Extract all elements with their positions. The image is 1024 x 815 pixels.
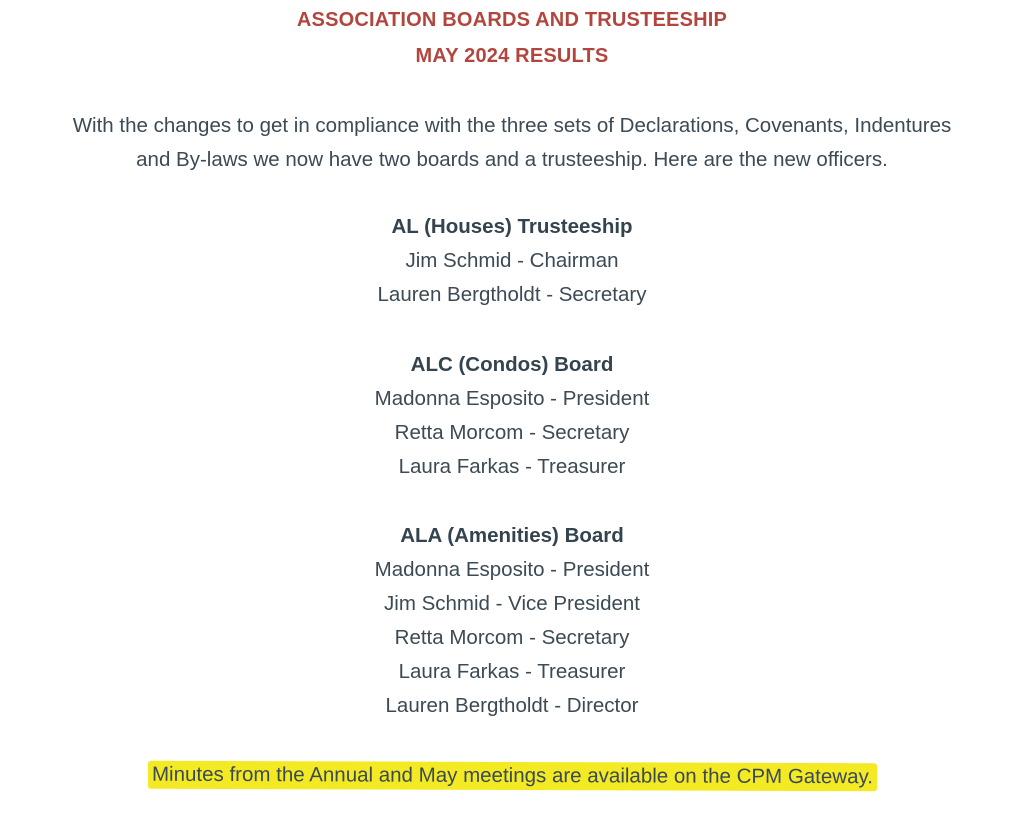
officer-item: Lauren Bergtholdt - Secretary (377, 283, 647, 306)
officer-item: Laura Farkas - Treasurer (398, 455, 626, 478)
section-al-trusteeship (0, 210, 1024, 312)
section-alc-board (0, 348, 1024, 484)
section-heading: AL (Houses) Trusteeship (391, 215, 633, 238)
intro-line-1: With the changes to get in compliance with the three sets of Declarations, Covenants, Indentures (72, 114, 952, 137)
officer-item: Retta Morcom - Secretary (394, 421, 630, 444)
officer-item: Lauren Bergtholdt - Director (385, 694, 639, 717)
section-heading: ALC (Condos) Board (410, 353, 614, 376)
minutes-note-highlighted: Minutes from the Annual and May meetings are available on the CPM Gateway. (147, 761, 876, 792)
officer-item: Madonna Esposito - President (374, 387, 650, 410)
minutes-note-container (0, 762, 1024, 790)
officer-item: Retta Morcom - Secretary (394, 626, 630, 649)
officer-item: Laura Farkas - Treasurer (398, 660, 626, 683)
officer-item: Jim Schmid - Vice President (384, 592, 640, 615)
page-subtitle: MAY 2024 RESULTS (415, 45, 609, 67)
officer-item: Jim Schmid - Chairman (405, 249, 619, 272)
section-ala-board (0, 519, 1024, 723)
section-heading: ALA (Amenities) Board (400, 524, 624, 547)
intro-line-2: and By-laws we now have two boards and a trusteeship. Here are the new officers. (136, 148, 888, 171)
officer-item: Madonna Esposito - President (374, 558, 650, 581)
page-title: ASSOCIATION BOARDS AND TRUSTEESHIP (296, 9, 728, 31)
